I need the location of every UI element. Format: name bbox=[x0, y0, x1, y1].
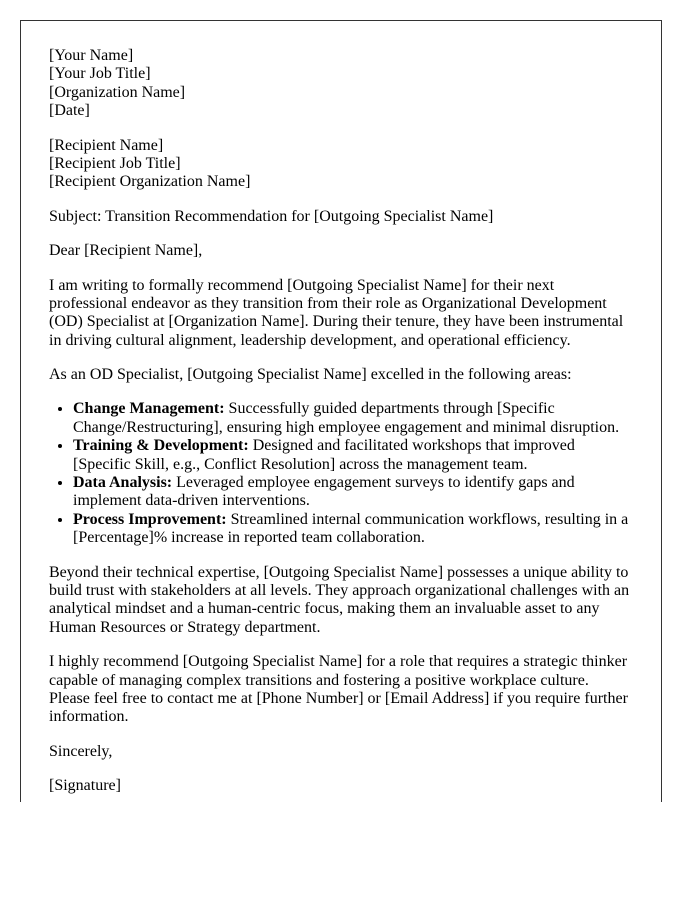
areas-intro-paragraph: As an OD Specialist, [Outgoing Specialist Name] excelled in the following areas: bbox=[49, 366, 572, 384]
bullet-label: Training & Development: bbox=[73, 437, 249, 455]
recipient-name: [Recipient Name] bbox=[49, 136, 164, 154]
sender-job-title: [Your Job Title] bbox=[49, 65, 151, 83]
salutation: Dear [Recipient Name], bbox=[49, 242, 203, 260]
closing-paragraph-1: Beyond their technical expertise, [Outgoing Specialist Name] possesses a unique ability to build trust with stakeholders at all levels. They approach organizational challenges with an analytical mindset and a human-centric focus, making them an invaluable asset to any Human Resources or Strategy department. bbox=[49, 563, 630, 636]
letter-date: [Date] bbox=[49, 102, 90, 120]
bullet-label: Process Improvement: bbox=[73, 510, 227, 528]
closing-paragraph-2: I highly recommend [Outgoing Specialist Name] for a role that requires a strategic thinker capable of managing complex transitions and fostering a positive workplace culture. Please feel free to contact me at [Phone Number] or [Email Address] if you require further information. bbox=[49, 653, 628, 726]
bullet-text: Successfully guided departments through [Specific Change/Restructuring], ensuring high employee engagement and minimal disruption. bbox=[73, 400, 620, 436]
bullet-text: Designed and facilitated workshops that improved [Specific Skill, e.g., Conflict Resolution] across the management team. bbox=[73, 437, 575, 473]
recipient-organization: [Recipient Organization Name] bbox=[49, 173, 251, 191]
skills-bullet-list bbox=[49, 400, 633, 547]
intro-paragraph: I am writing to formally recommend [Outgoing Specialist Name] for their next professional endeavor as they transition from their role as Organizational Development (OD) Specialist at [Organization Name]. During their tenure, they have been instrumental in driving cultural alignment, leadership development, and operational efficiency. bbox=[49, 276, 624, 349]
sender-organization: [Organization Name] bbox=[49, 83, 186, 101]
signature-placeholder: [Signature] bbox=[49, 777, 121, 795]
subject-line: Subject: Transition Recommendation for [Outgoing Specialist Name] bbox=[49, 207, 494, 225]
bullet-text: Leveraged employee engagement surveys to identify gaps and implement data-driven interventions. bbox=[73, 474, 575, 510]
bullet-change-management bbox=[73, 400, 633, 437]
bullet-training-development bbox=[73, 437, 633, 474]
sender-block bbox=[49, 47, 633, 121]
valediction: Sincerely, bbox=[49, 742, 113, 760]
recipient-job-title: [Recipient Job Title] bbox=[49, 154, 181, 172]
bullet-label: Data Analysis: bbox=[73, 474, 173, 492]
letter-document bbox=[20, 20, 662, 802]
sender-name: [Your Name] bbox=[49, 47, 134, 64]
bullet-label: Change Management: bbox=[73, 400, 225, 418]
bullet-process-improvement bbox=[73, 511, 633, 548]
recipient-block bbox=[49, 137, 633, 192]
bullet-text: Streamlined internal communication workflows, resulting in a [Percentage]% increase in reported team collaboration. bbox=[73, 510, 629, 547]
bullet-data-analysis bbox=[73, 474, 633, 511]
